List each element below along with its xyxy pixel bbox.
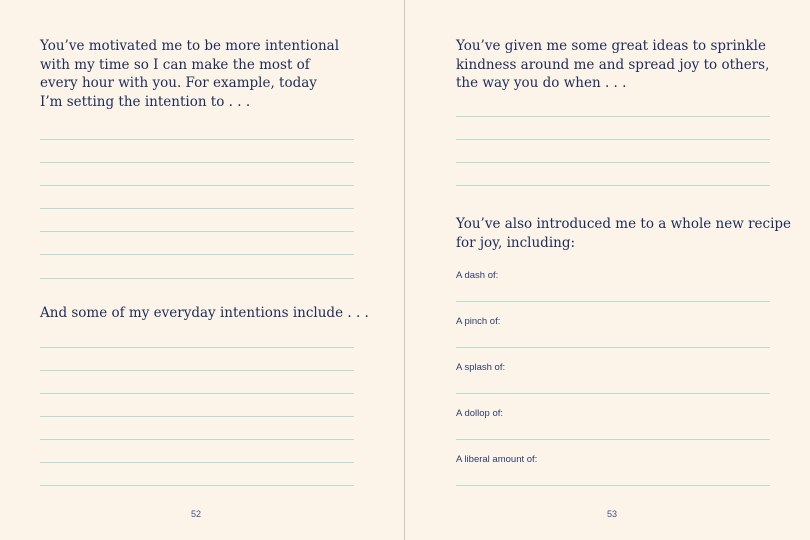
writing-line[interactable]: [456, 116, 770, 117]
prompt-line: You’ve also introduced me to a whole new recipe: [456, 216, 792, 232]
writing-line[interactable]: [456, 162, 770, 163]
left-page: [0, 0, 404, 540]
right-page: [405, 0, 810, 540]
writing-line[interactable]: [456, 347, 770, 348]
writing-line[interactable]: [40, 439, 354, 440]
everyday-intentions-prompt: And some of my everyday intentions include . . .: [40, 305, 369, 321]
kindness-prompt: [456, 37, 769, 93]
writing-line[interactable]: [40, 485, 354, 486]
writing-line[interactable]: [40, 185, 354, 186]
page-number: 53: [607, 509, 618, 519]
prompt-line: with my time so I can make the most of: [40, 56, 310, 73]
writing-line[interactable]: [40, 278, 354, 279]
writing-line[interactable]: [456, 301, 770, 302]
intention-prompt: [40, 37, 339, 111]
prompt-line: kindness around me and spread joy to others,: [456, 56, 770, 73]
recipe-label-liberal-amount: A liberal amount of:: [456, 454, 538, 465]
recipe-label-dollop: A dollop of:: [456, 408, 504, 419]
writing-line[interactable]: [40, 162, 354, 163]
writing-line[interactable]: [456, 185, 770, 186]
writing-line[interactable]: [456, 393, 770, 394]
writing-line[interactable]: [40, 370, 354, 371]
writing-line[interactable]: [40, 416, 354, 417]
recipe-prompt: [456, 215, 791, 252]
writing-line[interactable]: [40, 254, 354, 255]
prompt-line: You’ve motivated me to be more intentional: [40, 38, 340, 54]
writing-line[interactable]: [40, 347, 354, 348]
prompt-line: You’ve given me some great ideas to sprinkle: [456, 38, 766, 54]
writing-line[interactable]: [456, 139, 770, 140]
writing-line[interactable]: [40, 231, 354, 232]
writing-line[interactable]: [40, 462, 354, 463]
recipe-label-dash: A dash of:: [456, 270, 499, 281]
writing-line[interactable]: [456, 485, 770, 486]
recipe-label-pinch: A pinch of:: [456, 316, 501, 327]
prompt-line: the way you do when . . .: [456, 75, 627, 92]
writing-line[interactable]: [456, 439, 770, 440]
writing-line[interactable]: [40, 139, 354, 140]
writing-line[interactable]: [40, 393, 354, 394]
page-number: 52: [191, 509, 202, 519]
prompt-line: I’m setting the intention to . . .: [40, 93, 251, 110]
prompt-line: for joy, including:: [456, 234, 576, 251]
writing-line[interactable]: [40, 208, 354, 209]
prompt-line: every hour with you. For example, today: [40, 75, 317, 92]
recipe-label-splash: A splash of:: [456, 362, 506, 373]
